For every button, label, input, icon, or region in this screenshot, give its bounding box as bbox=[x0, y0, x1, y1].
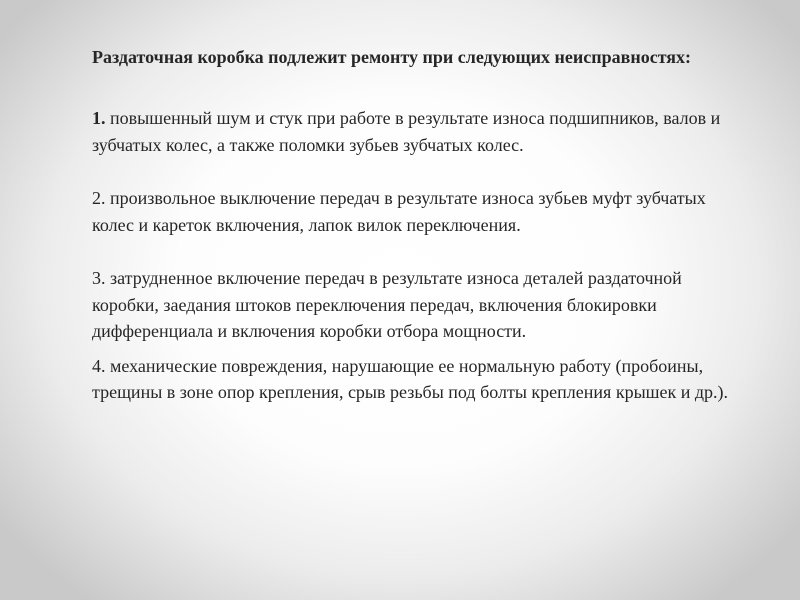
fault-item-2 bbox=[92, 185, 732, 238]
fault-item-1-text: повышенный шум и стук при работе в результате износа подшипников, валов и зубчатых колес, а также поломки зубьев зубчатых колес. bbox=[92, 108, 721, 155]
fault-item-3-text: затрудненное включение передач в результате износа деталей раздаточной коробки, заедания штоков переключения передач, включения блокировки дифференциала и включения коробки отбора мощности. bbox=[92, 268, 682, 341]
fault-item-4-text: механические повреждения, нарушающие ее нормальную работу (пробоины, трещины в зоне опор крепления, срыв резьбы под болты крепления крышек и др.). bbox=[92, 355, 729, 402]
fault-list bbox=[92, 105, 732, 406]
fault-item-4 bbox=[92, 353, 732, 406]
fault-item-2-text: произвольное выключение передач в результате износа зубьев муфт зубчатых колес и кареток включения, лапок вилок переключения. bbox=[92, 188, 706, 235]
fault-item-3-number: 3. bbox=[92, 268, 106, 288]
fault-item-1-number: 1. bbox=[92, 108, 106, 128]
fault-item-2-number: 2. bbox=[92, 188, 106, 208]
fault-item-1 bbox=[92, 105, 732, 158]
fault-item-3 bbox=[92, 265, 732, 345]
fault-item-4-number: 4. bbox=[92, 355, 106, 376]
slide-heading: Раздаточная коробка подлежит ремонту при следующих неисправностях: bbox=[92, 47, 692, 67]
